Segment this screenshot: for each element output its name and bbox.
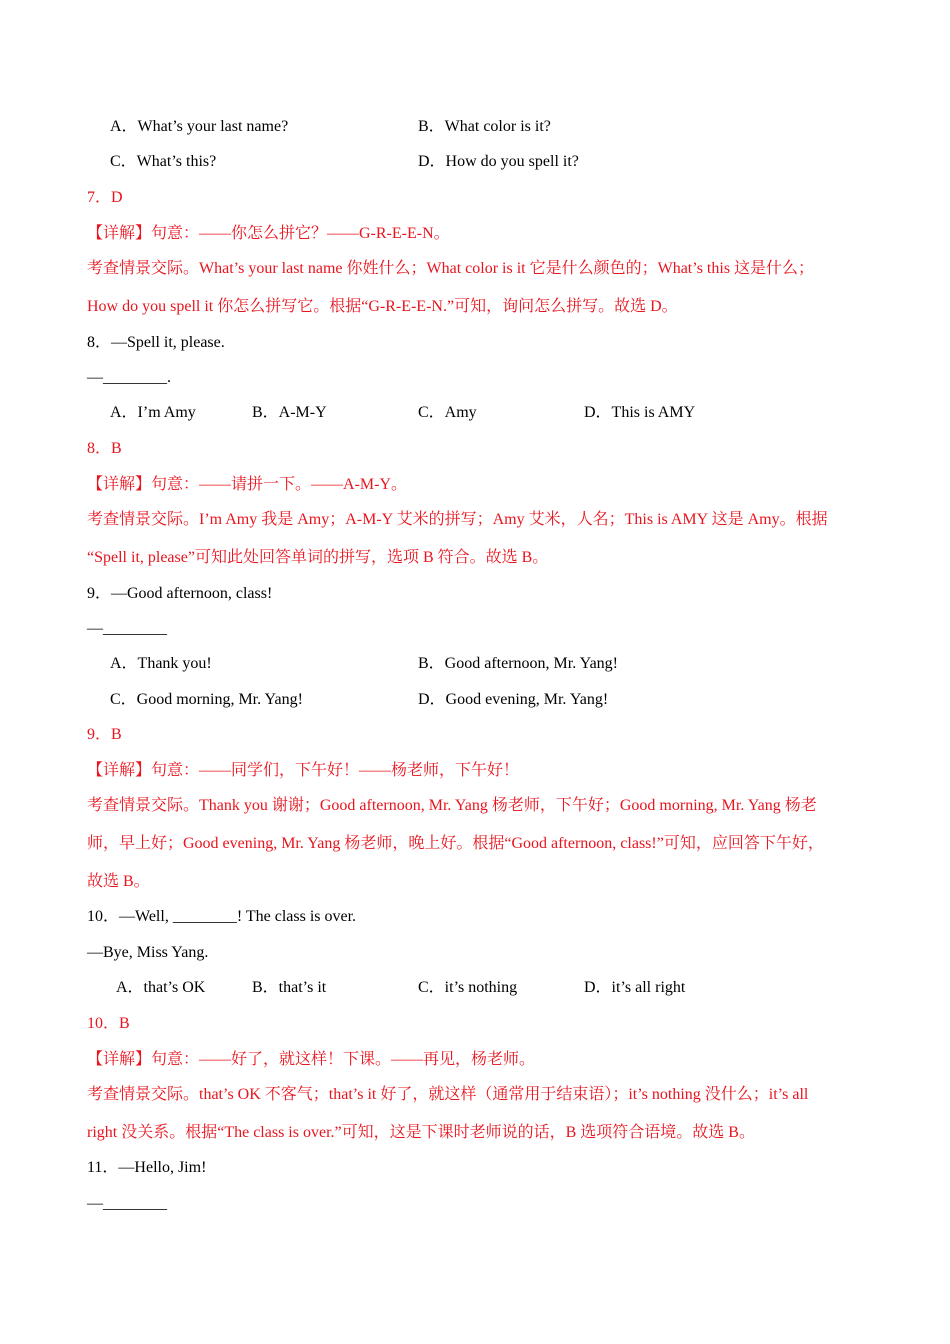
q7-explanation-line-2: How do you spell it 你怎么拼写它。根据“G-R-E-E-N.”可知，询问怎么拼写。故选 D。 (87, 298, 678, 315)
q11-blank: —________ (87, 1195, 167, 1212)
q10-option-b: B．that’s it (252, 979, 327, 996)
q9-blank: —________ (87, 620, 167, 637)
q7-answer: 7．D (87, 189, 123, 206)
q10-reply: —Bye, Miss Yang. (87, 944, 209, 961)
q10-option-a: A．that’s OK (116, 979, 206, 996)
q11-stem: 11．—Hello, Jim! (87, 1159, 207, 1176)
q7-detail: 【详解】句意：——你怎么拼它？——G-R-E-E-N。 (87, 225, 450, 242)
q7-explanation-line-1: 考查情景交际。What’s your last name 你姓什么；What color is it 它是什么颜色的；What’s this 这是什么； (87, 260, 815, 277)
q8-stem: 8．—Spell it, please. (87, 334, 225, 351)
q9-option-b: B．Good afternoon, Mr. Yang! (418, 655, 618, 672)
q9-explanation-line-1: 考查情景交际。Thank you 谢谢；Good afternoon, Mr. Yang 杨老师，下午好；Good morning, Mr. Yang 杨老 (87, 797, 817, 814)
q9-option-a: A．Thank you! (110, 655, 212, 672)
q7-option-d: D．How do you spell it? (418, 153, 579, 170)
q8-option-c: C．Amy (418, 404, 477, 421)
q8-option-d: D．This is AMY (584, 404, 696, 421)
q8-blank: —________. (87, 369, 171, 386)
q8-option-a: A．I’m Amy (110, 404, 196, 421)
q10-explanation-line-1: 考查情景交际。that’s OK 不客气；that’s it 好了，就这样（通常用于结束语）；it’s nothing 没什么；it’s all (87, 1086, 809, 1103)
q7-option-b: B．What color is it? (418, 118, 551, 135)
q8-option-b: B．A-M-Y (252, 404, 327, 421)
q8-detail: 【详解】句意：——请拼一下。——A-M-Y。 (87, 476, 407, 493)
q9-explanation-line-3: 故选 B。 (87, 873, 150, 890)
q8-explanation-line-2: “Spell it, please”可知此处回答单词的拼写，选项 B 符合。故选 B。 (87, 549, 549, 566)
q10-answer: 10．B (87, 1015, 130, 1032)
q10-detail: 【详解】句意：——好了，就这样！下课。——再见，杨老师。 (87, 1051, 536, 1068)
q8-answer: 8．B (87, 440, 122, 457)
q10-option-d: D．it’s all right (584, 979, 686, 996)
q9-option-c: C．Good morning, Mr. Yang! (110, 691, 303, 708)
q7-option-c: C．What’s this? (110, 153, 217, 170)
q7-option-a: A．What’s your last name? (110, 118, 289, 135)
q9-detail: 【详解】句意：——同学们，下午好！——杨老师，下午好！ (87, 762, 520, 779)
q8-explanation-line-1: 考查情景交际。I’m Amy 我是 Amy；A-M-Y 艾米的拼写；Amy 艾米，人名；This is AMY 这是 Amy。根据 (87, 511, 828, 528)
q10-stem: 10．—Well, ________! The class is over. (87, 908, 357, 925)
q9-explanation-line-2: 师，早上好；Good evening, Mr. Yang 杨老师，晚上好。根据“Good afternoon, class!”可知，应回答下午好， (87, 835, 824, 852)
q9-stem: 9．—Good afternoon, class! (87, 585, 273, 602)
q10-explanation-line-2: right 没关系。根据“The class is over.”可知，这是下课时老师说的话，B 选项符合语境。故选 B。 (87, 1124, 755, 1141)
q9-option-d: D．Good evening, Mr. Yang! (418, 691, 609, 708)
q10-option-c: C．it’s nothing (418, 979, 518, 996)
q9-answer: 9．B (87, 726, 122, 743)
